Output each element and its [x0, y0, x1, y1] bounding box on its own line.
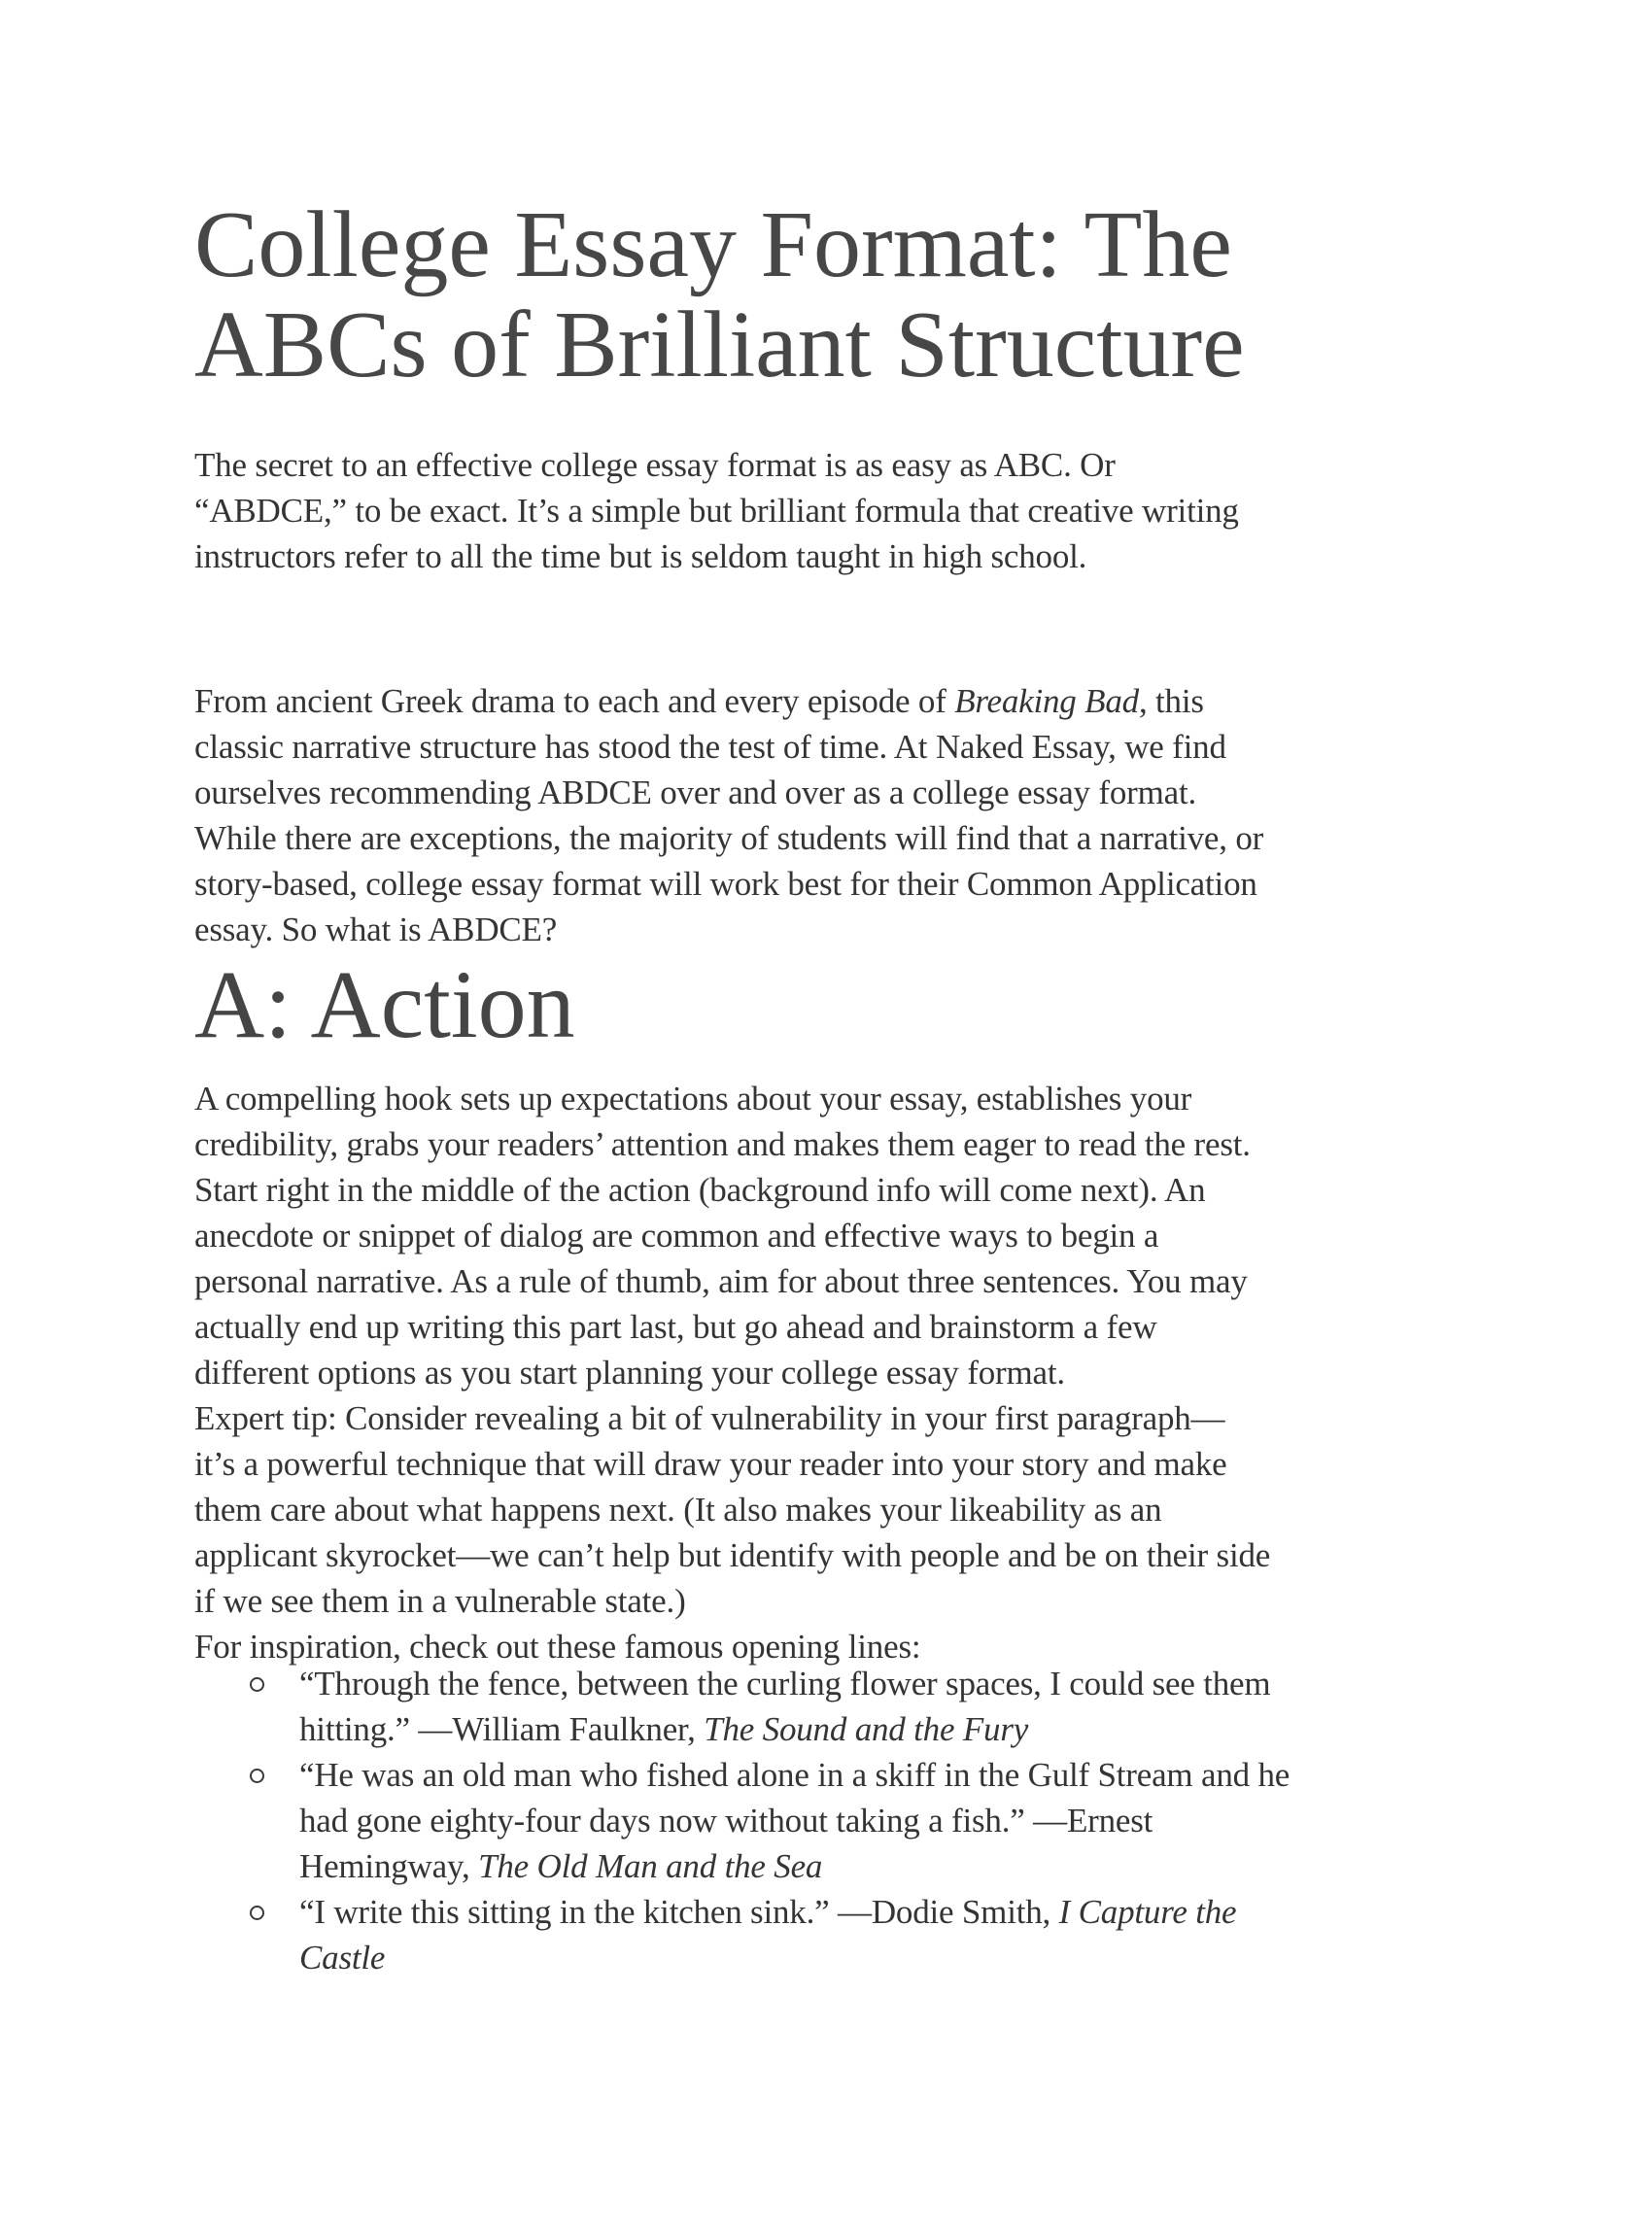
- text-line: From ancient Greek drama to each and every episode of Breaking Bad, this: [194, 682, 1204, 720]
- text-line: Castle: [299, 1939, 386, 1977]
- opening-line-item: [194, 1889, 1477, 1980]
- text-line: personal narrative. As a rule of thumb, aim for about three sentences. You may: [194, 1262, 1248, 1300]
- text-line: While there are exceptions, the majority of students will find that a narrative, or: [194, 819, 1264, 857]
- text-line: hitting.” —William Faulkner, The Sound and the Fury: [299, 1710, 1029, 1748]
- text-line: story-based, college essay format will work best for their Common Application: [194, 865, 1257, 903]
- text-line: For inspiration, check out these famous opening lines:: [194, 1628, 921, 1666]
- text-line: A compelling hook sets up expectations about your essay, establishes your: [194, 1080, 1192, 1118]
- text-line: ourselves recommending ABDCE over and over as a college essay format.: [194, 774, 1197, 811]
- text-line: “ABDCE,” to be exact. It’s a simple but brilliant formula that creative writing: [194, 492, 1239, 530]
- text-line: “Through the fence, between the curling flower spaces, I could see them: [299, 1665, 1271, 1702]
- action-paragraph: [194, 1076, 1477, 1669]
- text-line: Expert tip: Consider revealing a bit of vulnerability in your first paragraph—: [194, 1399, 1225, 1437]
- text-line: applicant skyrocket—we can’t help but identify with people and be on their side: [194, 1536, 1271, 1574]
- text-line: actually end up writing this part last, but go ahead and brainstorm a few: [194, 1308, 1157, 1346]
- text-line: had gone eighty-four days now without taking a fish.” —Ernest: [299, 1802, 1153, 1840]
- text-line: “I write this sitting in the kitchen sink.” —Dodie Smith, I Capture the: [299, 1893, 1237, 1931]
- text-line: it’s a powerful technique that will draw your reader into your story and make: [194, 1445, 1227, 1483]
- opening-line-text: [299, 1661, 1477, 1752]
- text-line: credibility, grabs your readers’ attention and makes them eager to read the rest.: [194, 1125, 1251, 1163]
- text-line: if we see them in a vulnerable state.): [194, 1582, 686, 1620]
- text-line: The secret to an effective college essay format is as easy as ABC. Or: [194, 446, 1116, 484]
- text-line: “He was an old man who fished alone in a skiff in the Gulf Stream and he: [299, 1756, 1291, 1794]
- opening-line-item: [194, 1661, 1477, 1752]
- text-line: essay. So what is ABDCE?: [194, 911, 558, 948]
- document-title: [194, 192, 1477, 397]
- text-line: them care about what happens next. (It also makes your likeability as an: [194, 1491, 1162, 1529]
- opening-line-text: [299, 1752, 1477, 1889]
- circle-bullet-icon: [250, 1677, 264, 1692]
- text-line: ABCs of Brilliant Structure: [194, 292, 1245, 397]
- opening-line-item: [194, 1752, 1477, 1889]
- opening-lines-list: [194, 1661, 1477, 1980]
- section-heading-a-action: A: Action: [194, 950, 575, 1058]
- text-line: different options as you start planning your college essay format.: [194, 1354, 1065, 1392]
- circle-bullet-icon: [250, 1769, 264, 1783]
- narrative-structure-paragraph: [194, 678, 1477, 952]
- text-line: anecdote or snippet of dialog are common and effective ways to begin a: [194, 1217, 1159, 1255]
- text-line: instructors refer to all the time but is seldom taught in high school.: [194, 537, 1087, 575]
- intro-paragraph: [194, 442, 1477, 579]
- text-line: College Essay Format: The: [194, 192, 1232, 297]
- text-line: Hemingway, The Old Man and the Sea: [299, 1847, 823, 1885]
- opening-line-text: [299, 1889, 1477, 1980]
- text-line: Start right in the middle of the action (background info will come next). An: [194, 1171, 1206, 1209]
- text-line: classic narrative structure has stood the test of time. At Naked Essay, we find: [194, 728, 1226, 766]
- circle-bullet-icon: [250, 1906, 264, 1920]
